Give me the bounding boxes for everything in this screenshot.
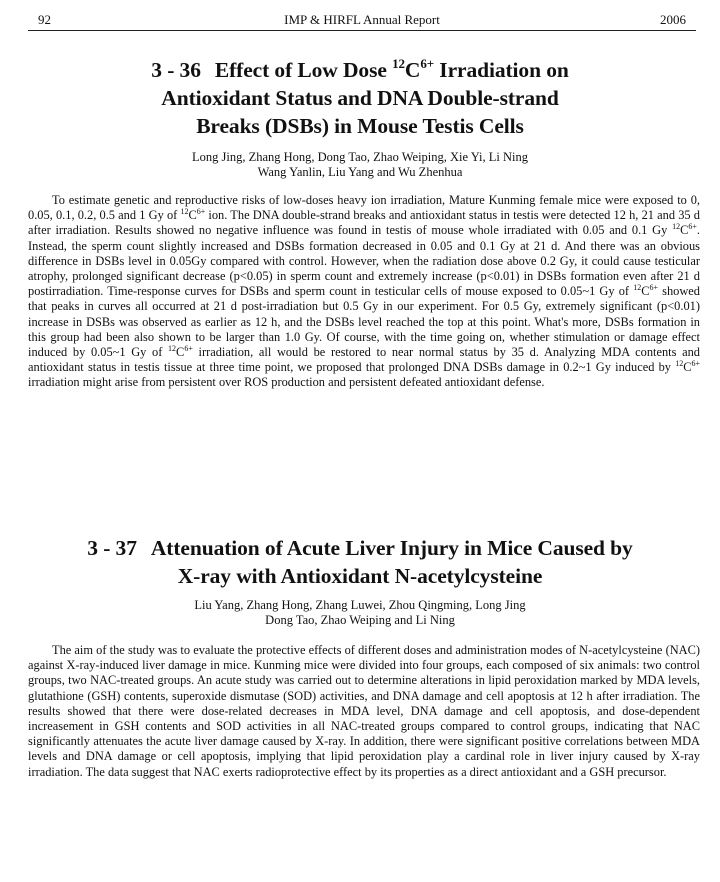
ion-charge: 6+: [688, 222, 697, 232]
article-2-title-line-2: X-ray with Antioxidant N-acetylcysteine: [177, 564, 543, 588]
report-year: 2006: [660, 12, 686, 27]
article-2-authors: [60, 598, 660, 628]
article-1-authors: [60, 150, 660, 180]
element-symbol: C: [683, 360, 692, 375]
abstract-text: irradiation might arise from persistent over ROS production and persistent defeated antioxidant defense.: [28, 375, 545, 390]
authors-line-1: Liu Yang, Zhang Hong, Zhang Luwei, Zhou Qingming, Long Jing: [194, 598, 526, 612]
isotope-mass: 12: [633, 283, 642, 293]
ion-charge: 6+: [196, 207, 206, 217]
ion-charge: 6+: [420, 56, 435, 71]
abstract-text: ion. The DNA double-strand breaks and antioxidant status in testis were detected 12 h, 21 and 35 d after irradiation. Results showed no negative influence was found in testis of mouse whole irradiated with 0.05 and 0.1 Gy: [28, 208, 700, 238]
isotope-mass: 12: [180, 207, 189, 217]
element-symbol: C: [188, 208, 197, 223]
article-2-number: 3 - 37: [87, 536, 137, 560]
title-text: Irradiation on: [434, 58, 569, 82]
title-text: Attenuation of Acute Liver Injury in Mice Caused by: [150, 536, 633, 560]
article-2-title-line-1: [20, 534, 700, 562]
abstract-text: irradiation, all would be restored to near normal status by 35 d. Analyzing MDA contents and antioxidant status in testis tissue at three time point, we proposed that prolonged DNA DSBs damage in 0.2~1 Gy induced by: [28, 345, 700, 375]
element-symbol: C: [641, 284, 650, 299]
authors-line-2: Wang Yanlin, Liu Yang and Wu Zhenhua: [257, 165, 463, 179]
authors-line-1: Long Jing, Zhang Hong, Dong Tao, Zhao Weiping, Xie Yi, Li Ning: [191, 150, 529, 164]
isotope-mass: 12: [392, 56, 405, 71]
ion-charge: 6+: [691, 359, 700, 369]
element-symbol: C: [680, 223, 689, 238]
ion-charge: 6+: [184, 344, 193, 354]
running-header: [28, 10, 696, 31]
abstract-text: . Instead, the sperm count slightly increased and DSBs formation decreased in 0.05 and 0.1 Gy at 21 d. And there was an obvious difference in DSBs level in 0.05Gy compared with control. However, when the radiation dose above 0.2 Gy, it could cause testicular atrophy, prolonged significant decrease (p<0.05) in sperm count and extremely increase (p<0.01) in DSBs formation even after 21 d postirradiation. Time-response curves for DSBs and sperm count in testicular cells of mouse exposed to 0.05~1 Gy of: [28, 223, 700, 299]
journal-name: IMP & HIRFL Annual Report: [284, 12, 440, 27]
article-1-title: [20, 56, 700, 140]
article-1-title-line-2: Antioxidant Status and DNA Double-strand: [161, 86, 559, 110]
isotope-mass: 12: [168, 344, 177, 354]
ion-charge: 6+: [649, 283, 658, 293]
article-1-title-line-3: Breaks (DSBs) in Mouse Testis Cells: [196, 114, 524, 138]
element-symbol: C: [404, 58, 421, 82]
article-1-number: 3 - 36: [151, 58, 201, 82]
article-1-title-line-1: [20, 56, 700, 84]
abstract-text: showed that peaks in curves all occurred at 21 d post-irradiation but 0.5 Gy in our experiment. For 0.5 Gy, extremely significant (p<0.01) increase in DSBs was observed as earlier as 12 h, and the DSBs level reached the top at this point. What's more, DSBs formation in this group had been also shown to be larger than 1.0 Gy. Of course, with the time going on, whether stimulation or damage effect induced by 0.05~1 Gy of: [28, 284, 700, 360]
title-text: Effect of Low Dose: [214, 58, 393, 82]
authors-line-2: Dong Tao, Zhao Weiping and Li Ning: [265, 613, 455, 627]
article-1-abstract: [28, 193, 700, 391]
isotope-mass: 12: [672, 222, 681, 232]
isotope-mass: 12: [675, 359, 684, 369]
article-2-abstract: The aim of the study was to evaluate the protective effects of different doses and administration modes of N-acetylcysteine (NAC) against X-ray-induced liver damage in mice. Kunming mice were divided into four groups, each composed of six animals: two control groups, two NAC-treated groups. An acute study was carried out to determine alterations in lipid peroxidation marked by MDA levels, glutathione (GSH) contents, superoxide dismutase (SOD) activities, and DNA damage and cell apoptosis at 12 h after irradiation. The results showed that there were dose-related decreases in MDA level, DNA damage and cell apoptosis, and dose-dependent increasement in GSH contents and SOD activities in all NAC-treated groups compared to control groups, indicating that NAC significantly attenuates the acute liver damage caused by X-ray. In addition, there were significant positive correlations between MDA levels and DNA damage or cell apoptosis, implying that lipid peroxidation play a cardinal role in liver injury caused by X-ray irradiation. The data suggest that NAC exerts radioprotective effect by its properties as a direct antioxidant and a GSH precursor.: [28, 643, 700, 779]
article-2-title: [20, 534, 700, 590]
page-number: 92: [38, 12, 51, 27]
abstract-text: To estimate genetic and reproductive risks of low-doses heavy ion irradiation, Mature Kunming female mice were exposed to 0, 0.05, 0.1, 0.2, 0.5 and 1 Gy of: [28, 193, 700, 223]
element-symbol: C: [176, 345, 185, 360]
